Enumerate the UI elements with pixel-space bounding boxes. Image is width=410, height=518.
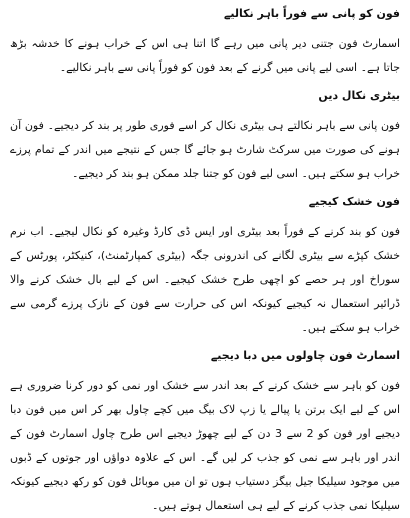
section-heading: بیٹری نکال دیں [318,89,400,102]
section-paragraph: فون کو باہر سے خشک کرنے کے بعد اندر سے خشک اور نمی کو دور کرنا ضروری ہے اس کے لیے ایک برتن یا پیالے یا زپ لاک بیگ میں کچے چاول بھر کر اس میں فون دبا دیجیے اور فون کو 2 سے 3 دن کے لیے چھوڑ دیجیے اس طرح چاول اسمارٹ فون کے اندر اور باہر سے نمی کو جذب کر لیں گے۔ اس کے علاوہ دواؤں اور جوتوں کے ڈبوں میں موجود سیلیکا جیل بیگز دستیاب ہوں تو ان میں موبائل فون کو رکھ دیجیے کیونکہ سیلیکا نمی جذب کرنے کے لیے ہی استعمال ہوتے ہیں۔ [10,379,400,512]
section-heading: فون کو پانی سے فوراً باہر نکالیے [223,7,400,20]
section-heading: اسمارٹ فون چاولوں میں دبا دیجیے [210,349,400,362]
section-paragraph: اسمارٹ فون جتنی دیر پانی میں رہے گا اتنا ہی اس کے خراب ہونے کا خدشہ بڑھ جاتا ہے۔ اسی لیے پانی میں گرنے کے بعد فون کو فوراً پانی سے باہر نکالیے۔ [10,37,400,74]
section-heading: فون خشک کیجیے [308,195,400,208]
section-paragraph: فون کو بند کرنے کے فوراً بعد بیٹری اور ایس ڈی کارڈ وغیرہ کو نکال لیجیے۔ اب نرم خشک کپڑے سے بیٹری لگانے کی اندرونی جگہ (بیٹری کمپارٹمنٹ)، کنیکٹر، پورٹس کے سوراخ اور ہر حصے کو اچھی طرح خشک کیجیے۔ اس کے لیے بال خشک کرنے والا ڈرائیر استعمال نہ کیجیے کیونکہ اس کی حرارت سے فون کے نازک پرزے گرمی سے خراب ہو سکتے ہیں۔ [10,225,400,334]
section-paragraph: فون پانی سے باہر نکالتے ہی بیٹری نکال کر اسے فوری طور پر بند کر دیجیے۔ فون آن ہونے کی صورت میں سرکٹ شارٹ ہو جائے گا جس کے نتیجے میں اندر کے تمام پرزے خراب ہو سکتے ہیں۔ اسی لیے فون کو جتنا جلد ممکن ہو بند کر دیجیے۔ [10,119,400,180]
